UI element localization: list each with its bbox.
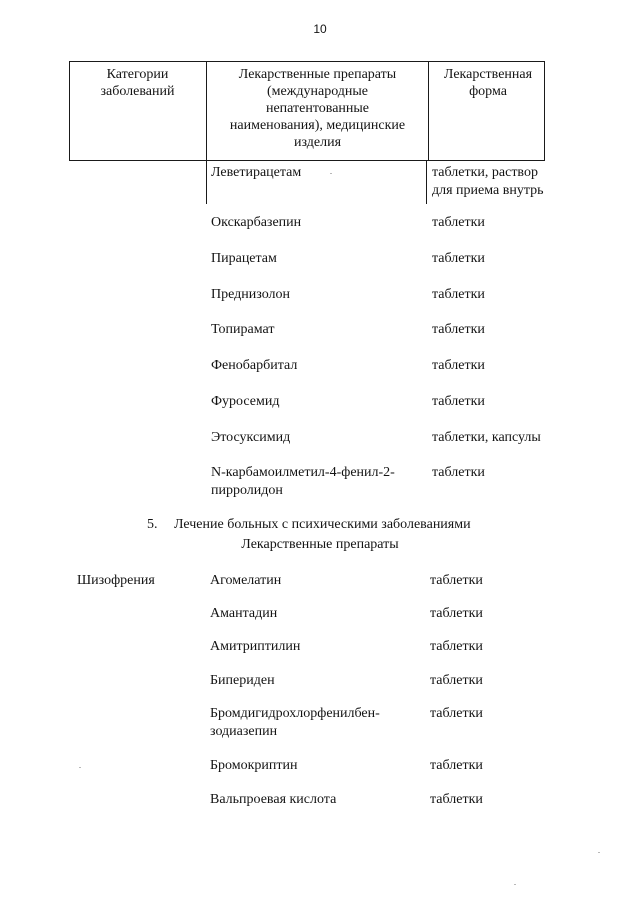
dosage-form: таблетки: [432, 215, 485, 230]
dosage-form: таблетки: [432, 287, 485, 302]
drug-name: Бромокриптин: [210, 758, 298, 773]
drug-name: Топирамат: [211, 322, 275, 337]
dosage-form-line: таблетки, раствор: [432, 165, 538, 180]
drug-name: Фуросемид: [211, 394, 280, 409]
header-line: непатентованные: [265, 101, 370, 116]
drug-name-line: Леветирацетам: [211, 165, 302, 180]
drug-name: Амантадин: [210, 606, 278, 621]
header-line: Лекарственная: [443, 67, 533, 82]
drug-name: [210, 705, 420, 741]
header-line: наименования), медицинские: [229, 118, 406, 133]
dosage-form: таблетки, капсулы: [432, 430, 541, 445]
column-divider: [426, 161, 427, 204]
dosage-form-line: для приема внутрь: [432, 183, 544, 198]
section-title: Лечение больных с психическими заболеваниями: [174, 517, 471, 532]
column-divider: [428, 62, 429, 160]
drug-name: Агомелатин: [210, 573, 282, 588]
drug-name: Этосуксимид: [211, 430, 291, 445]
dosage-form: таблетки: [430, 573, 483, 588]
header-line: форма: [469, 84, 507, 99]
dosage-form: таблетки: [430, 792, 483, 807]
drug-name-line: зодиазепин: [210, 724, 278, 739]
header-line: Категории: [106, 67, 169, 82]
drug-name-line: N-карбамоилметил-4-фенил-2-: [211, 465, 395, 480]
header-dosage-form: [430, 66, 546, 100]
dosage-form: таблетки: [430, 758, 483, 773]
dosage-form: таблетки: [432, 358, 485, 373]
drug-name: Бипериден: [210, 673, 275, 688]
header-categories: [70, 66, 205, 100]
dosage-form: таблетки: [430, 606, 483, 621]
drug-name: Преднизолон: [211, 287, 290, 302]
drug-name: Вальпроевая кислота: [210, 792, 337, 807]
header-drugs: [207, 66, 428, 151]
drug-name: Амитриптилин: [210, 639, 301, 654]
dosage-form: таблетки: [430, 673, 483, 688]
scan-speck: [79, 767, 81, 768]
dosage-form: таблетки: [432, 394, 485, 409]
dosage-form: таблетки: [432, 465, 485, 480]
dosage-form: таблетки: [430, 639, 483, 654]
dosage-form: таблетки: [432, 322, 485, 337]
page-number: 10: [313, 22, 327, 36]
section-number: 5.: [147, 517, 158, 532]
section-subtitle: Лекарственные препараты: [241, 537, 399, 552]
table-header: [69, 61, 545, 161]
dosage-form: таблетки: [430, 706, 483, 721]
header-line: Лекарственные препараты: [238, 67, 397, 82]
drug-name-line: пирролидон: [211, 483, 283, 498]
drug-name: [211, 464, 421, 500]
header-line: заболеваний: [100, 84, 175, 99]
header-line: (международные: [266, 84, 369, 99]
column-divider: [206, 161, 207, 204]
disease-category: Шизофрения: [77, 573, 155, 588]
scan-speck: [598, 852, 600, 853]
dosage-form: таблетки: [432, 251, 485, 266]
dosage-form: [432, 164, 572, 200]
drug-name: [211, 164, 421, 182]
scan-speck: [330, 173, 332, 174]
drug-name: Окскарбазепин: [211, 215, 302, 230]
scan-speck: [514, 884, 516, 885]
drug-name: Пирацетам: [211, 251, 277, 266]
drug-name-line: Бромдигидрохлорфенилбен-: [210, 706, 380, 721]
header-line: изделия: [293, 135, 342, 150]
drug-name: Фенобарбитал: [211, 358, 298, 373]
